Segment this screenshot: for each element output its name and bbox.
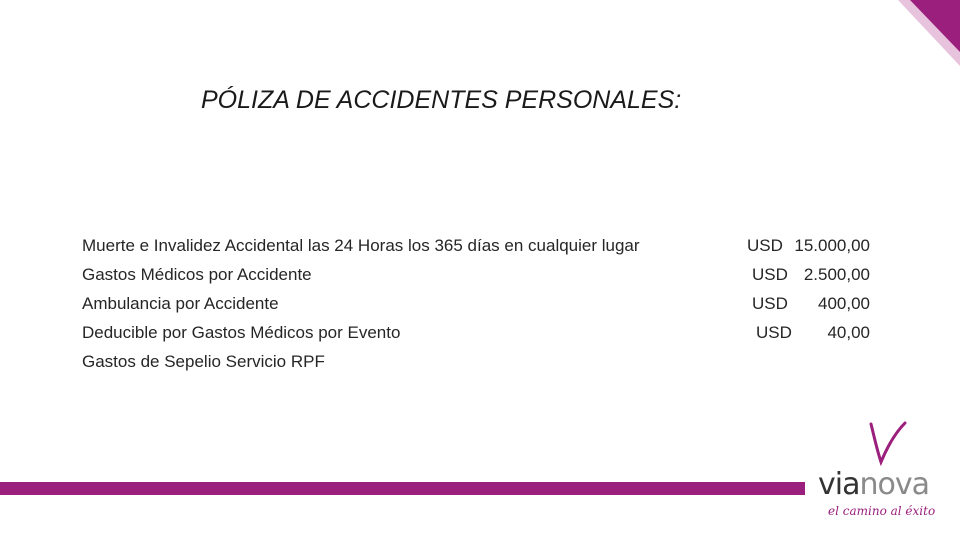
coverage-currency: USD [747, 236, 783, 255]
coverage-row [82, 265, 882, 294]
vianova-v-mark-icon [868, 420, 908, 466]
coverage-amount: 15.000,00 [794, 236, 870, 255]
coverage-label: Deducible por Gastos Médicos por Evento [82, 323, 401, 342]
coverage-row [82, 352, 882, 381]
coverage-row [82, 294, 882, 323]
coverage-label: Ambulancia por Accidente [82, 294, 279, 313]
logo-word-via: via [818, 467, 860, 502]
coverage-amount: 400,00 [818, 294, 870, 313]
coverage-currency: USD [756, 323, 792, 342]
coverage-label: Gastos Médicos por Accidente [82, 265, 312, 284]
footer-band [0, 482, 805, 495]
logo-tagline: el camino al éxito [828, 504, 936, 518]
coverage-row [82, 236, 882, 265]
coverage-amount: 2.500,00 [803, 265, 870, 284]
coverage-label: Gastos de Sepelio Servicio RPF [82, 352, 325, 371]
coverage-currency: USD [752, 294, 788, 313]
coverage-row [82, 323, 882, 352]
coverage-label: Muerte e Invalidez Accidental las 24 Horas los 365 días en cualquier lugar [82, 236, 640, 255]
coverage-list [82, 236, 882, 381]
vianova-logo [818, 420, 948, 530]
corner-ribbon-icon [898, 0, 960, 66]
logo-word-nova: nova [859, 467, 929, 502]
coverage-amount: 40,00 [827, 323, 870, 342]
logo-wordmark [818, 467, 929, 502]
coverage-currency: USD [752, 265, 788, 284]
page-title: PÓLIZA DE ACCIDENTES PERSONALES: [201, 86, 682, 114]
